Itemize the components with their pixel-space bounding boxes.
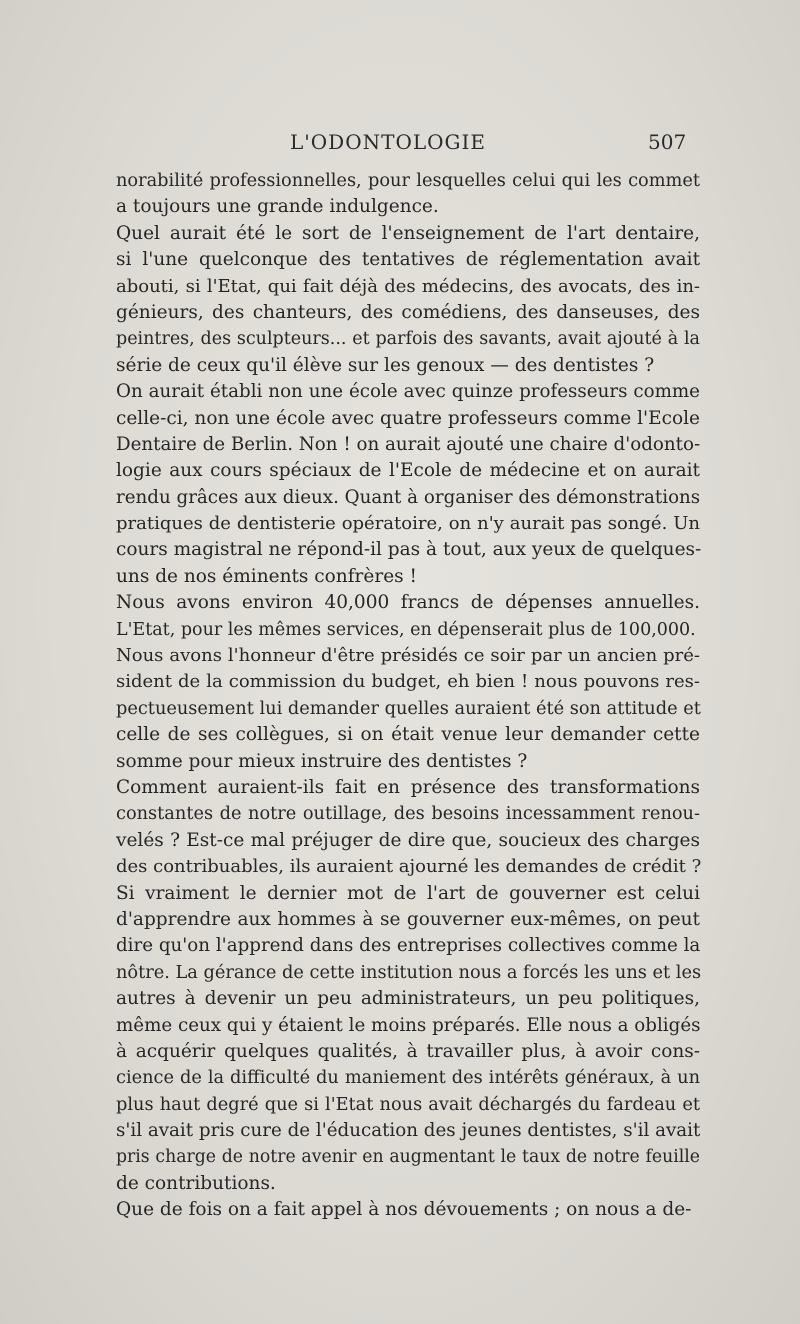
text-line: d'apprendre aux hommes à se gouverner eux-mêmes, on peut (116, 908, 700, 930)
text-line: uns de nos éminents confrères ! (116, 565, 417, 587)
text-line: nôtre. La gérance de cette institution nous a forcés les uns et les (116, 962, 702, 983)
text-line: s'il avait pris cure de l'éducation des jeunes dentistes, s'il avait (116, 1120, 701, 1142)
text-line: Que de fois on a fait appel à nos dévouements ; on nous a de- (116, 1199, 692, 1221)
text-line: rendu grâces aux dieux. Quant à organiser des démonstrations (116, 486, 701, 508)
text-line: de contributions. (116, 1172, 276, 1194)
text-line: plus haut degré que si l'Etat nous avait déchargés du fardeau et (116, 1094, 700, 1115)
text-line: des contribuables, ils auraient ajourné les demandes de crédit ? (116, 856, 702, 878)
body-text (116, 168, 700, 1224)
text-line: à acquérir quelques qualités, à travailler plus, à avoir cons- (116, 1040, 700, 1062)
running-title: L'ODONTOLOGIE (290, 130, 486, 154)
text-line: abouti, si l'Etat, qui fait déjà des médecins, des avocats, des in- (116, 275, 700, 297)
text-line: L'Etat, pour les mêmes services, en dépenserait plus de 100,000. (116, 619, 696, 640)
text-line: constantes de notre outillage, des besoins incessamment renou- (116, 804, 700, 825)
text-line: On aurait établi non une école avec quinze professeurs comme (116, 381, 700, 403)
text-line: Si vraiment le dernier mot de l'art de gouverner est celui (116, 882, 700, 904)
page-header (0, 130, 800, 160)
text-line: somme pour mieux instruire des dentistes ? (116, 750, 528, 772)
text-line: peintres, des sculpteurs... et parfois des savants, avait ajouté à la (116, 329, 700, 350)
text-line: même ceux qui y étaient le moins préparés. Elle nous a obligés (116, 1014, 701, 1036)
text-line: si l'une quelconque des tentatives de réglementation avait (116, 249, 700, 271)
text-line: pratiques de dentisterie opératoire, on n'y aurait pas songé. Un (116, 513, 700, 535)
text-line: pris charge de notre avenir en augmentant le taux de notre feuille (116, 1147, 700, 1168)
text-line: sident de la commission du budget, eh bien ! nous pouvons res- (116, 671, 700, 693)
text-line: Nous avons l'honneur d'être présidés ce soir par un ancien pré- (116, 645, 700, 667)
text-line: Nous avons environ 40,000 francs de dépenses annuelles. (116, 592, 700, 614)
text-line: série de ceux qu'il élève sur les genoux — des dentistes ? (116, 354, 655, 376)
text-line: Quel aurait été le sort de l'enseignement de l'art dentaire, (116, 222, 700, 244)
text-line: Comment auraient-ils fait en présence des transformations (116, 776, 700, 798)
text-line: velés ? Est-ce mal préjuger de dire que, soucieux des charges (116, 829, 700, 851)
text-line: Dentaire de Berlin. Non ! on aurait ajouté une chaire d'odonto- (116, 433, 701, 455)
text-line: cours magistral ne répond-il pas à tout, aux yeux de quelques- (116, 539, 702, 561)
page-number: 507 (648, 130, 687, 154)
text-line: celle de ses collègues, si on était venue leur demander cette (116, 724, 700, 746)
text-line: cience de la difficulté du maniement des intérêts généraux, à un (116, 1068, 700, 1089)
text-line: logie aux cours spéciaux de l'Ecole de médecine et on aurait (116, 460, 700, 482)
text-line: autres à devenir un peu administrateurs, un peu politiques, (116, 988, 700, 1010)
text-line: pectueusement lui demander quelles auraient été son attitude et (116, 698, 701, 719)
text-line: norabilité professionnelles, pour lesquelles celui qui les commet (116, 171, 700, 191)
text-line: a toujours une grande indulgence. (116, 196, 439, 218)
text-line: génieurs, des chanteurs, des comédiens, des danseuses, des (116, 301, 700, 323)
text-line: celle-ci, non une école avec quatre professeurs comme l'Ecole (116, 407, 700, 429)
text-line: dire qu'on l'apprend dans des entreprises collectives comme la (116, 935, 701, 957)
